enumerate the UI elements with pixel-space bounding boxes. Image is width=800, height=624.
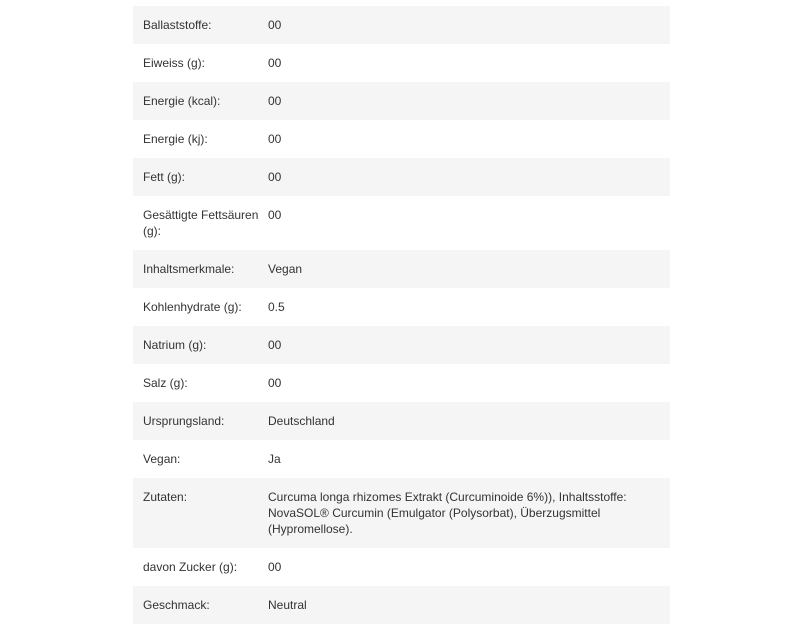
table-row xyxy=(133,478,670,548)
table-row xyxy=(133,288,670,326)
row-label: Geschmack: xyxy=(143,598,210,612)
table-row xyxy=(133,158,670,196)
table-row xyxy=(133,586,670,624)
row-value: Ja xyxy=(268,452,281,466)
table-row xyxy=(133,82,670,120)
row-value: Vegan xyxy=(268,262,303,276)
row-label: Natrium (g): xyxy=(143,338,207,352)
table-row xyxy=(133,6,670,44)
row-value: 00 xyxy=(268,376,282,390)
table-row xyxy=(133,402,670,440)
row-label: Ursprungsland: xyxy=(143,414,225,428)
row-value: 00 xyxy=(268,338,282,352)
row-label: Kohlenhydrate (g): xyxy=(143,300,242,314)
row-value: Neutral xyxy=(268,598,307,612)
table-row xyxy=(133,440,670,478)
row-value: Curcuma longa rhizomes Extrakt (Curcuminoide 6%)), Inhaltsstoffe: NovaSOL® Curcumin (Emulgator (Polysorbat), Überzugsmittel (Hypromellose). xyxy=(268,490,627,536)
row-value: 00 xyxy=(268,94,282,108)
row-label: Vegan: xyxy=(143,452,181,466)
row-value: 00 xyxy=(268,208,282,222)
row-label: Zutaten: xyxy=(143,490,188,504)
table-row xyxy=(133,120,670,158)
table-row xyxy=(133,44,670,82)
row-label: Inhaltsmerkmale: xyxy=(143,262,235,276)
table-row xyxy=(133,196,670,250)
row-value: 00 xyxy=(268,170,282,184)
row-label: Salz (g): xyxy=(143,376,188,390)
row-label: davon Zucker (g): xyxy=(143,560,238,574)
row-value: Deutschland xyxy=(268,414,335,428)
table-row xyxy=(133,364,670,402)
row-value: 0.5 xyxy=(268,300,285,314)
row-label: Energie (kcal): xyxy=(143,94,221,108)
row-value: 00 xyxy=(268,18,282,32)
row-label: Eiweiss (g): xyxy=(143,56,206,70)
table-row xyxy=(133,250,670,288)
row-value: 00 xyxy=(268,132,282,146)
row-value: 00 xyxy=(268,560,282,574)
table-row xyxy=(133,548,670,586)
row-label: Gesättigte Fettsäuren (g): xyxy=(143,208,259,238)
product-specs-table xyxy=(133,6,670,624)
row-label: Ballaststoffe: xyxy=(143,18,212,32)
row-label: Fett (g): xyxy=(143,170,186,184)
table-row xyxy=(133,326,670,364)
row-value: 00 xyxy=(268,56,282,70)
row-label: Energie (kj): xyxy=(143,132,208,146)
